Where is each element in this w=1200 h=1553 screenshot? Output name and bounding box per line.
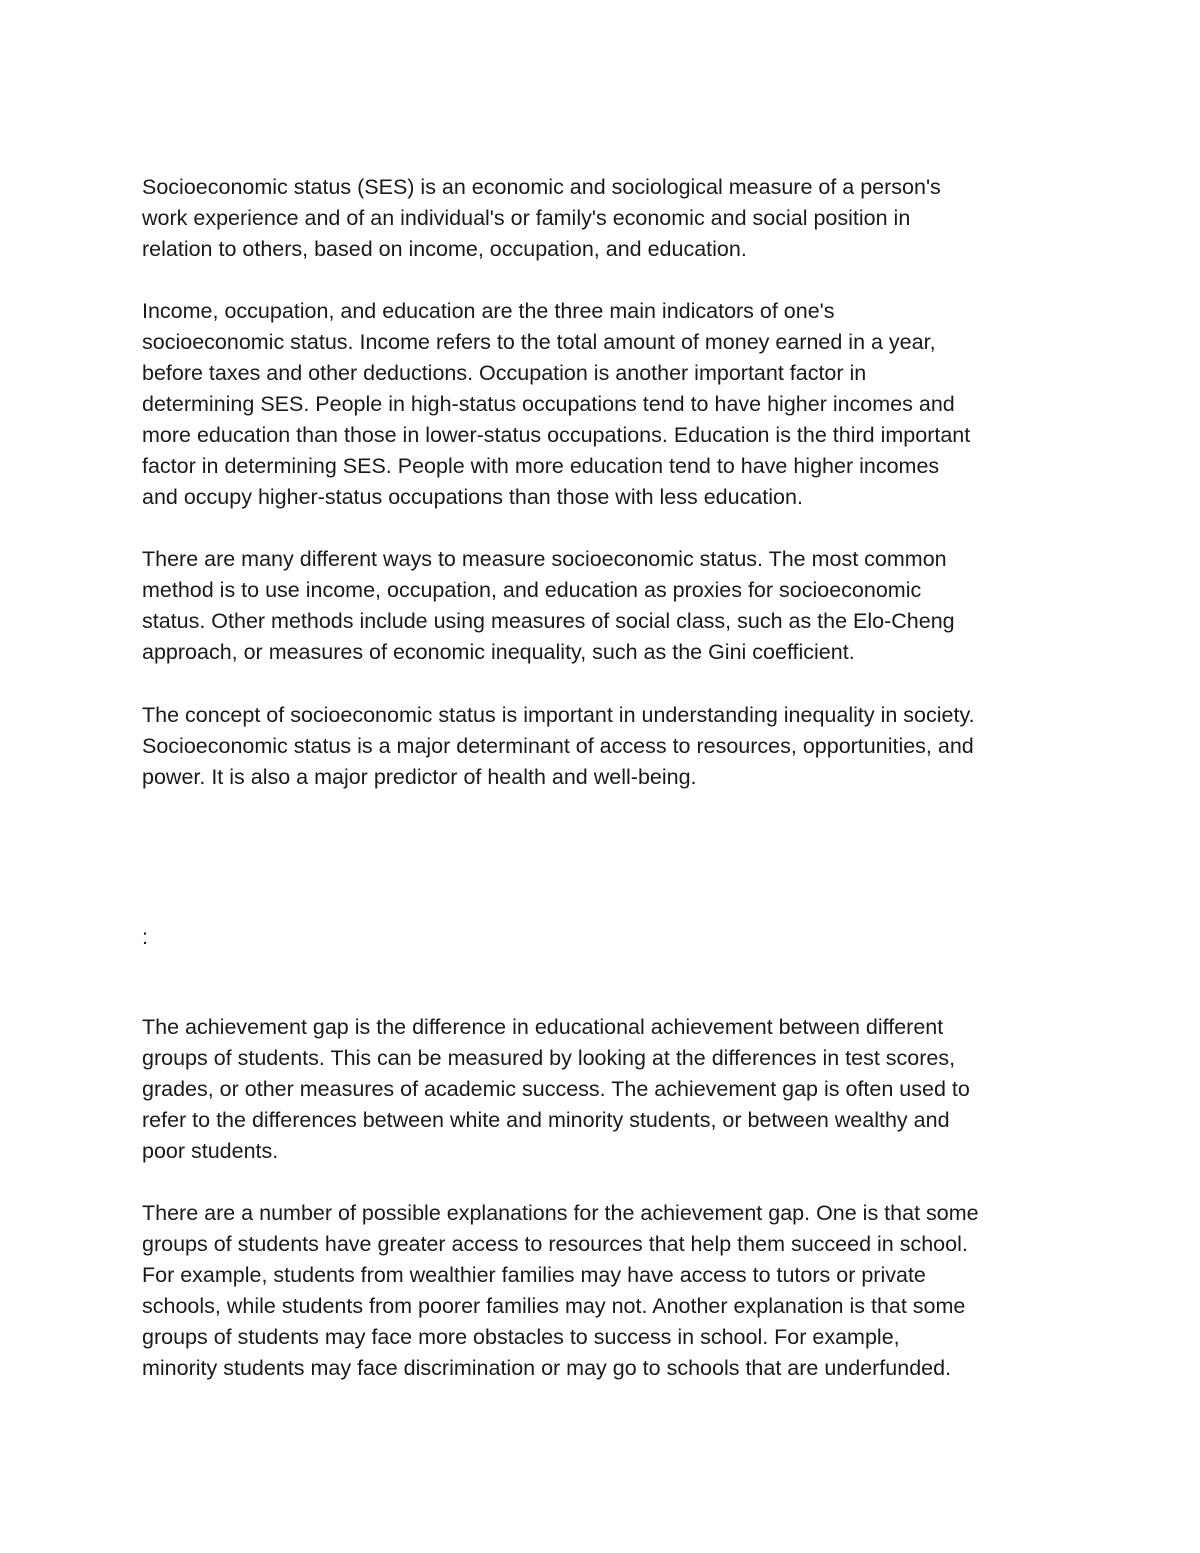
- text-line: The achievement gap is the difference in educational achievement between different: [142, 1015, 944, 1039]
- text-line: factor in determining SES. People with more education tend to have higher incomes: [142, 454, 940, 478]
- text-line: determining SES. People in high-status occupations tend to have higher incomes and: [142, 392, 955, 416]
- text-line: The concept of socioeconomic status is important in understanding inequality in society.: [142, 703, 975, 727]
- text-line: Socioeconomic status is a major determinant of access to resources, opportunities, and: [142, 734, 974, 758]
- text-line: approach, or measures of economic inequality, such as the Gini coefficient.: [142, 640, 855, 664]
- text-line: There are a number of possible explanations for the achievement gap. One is that some: [142, 1201, 979, 1225]
- text-line: poor students.: [142, 1139, 279, 1163]
- text-line: minority students may face discrimination or may go to schools that are underfunded.: [142, 1356, 952, 1380]
- text-line: groups of students. This can be measured by looking at the differences in test scores,: [142, 1046, 956, 1070]
- text-line: status. Other methods include using measures of social class, such as the Elo-Cheng: [142, 609, 955, 633]
- paragraph-ses-indicators: [142, 296, 1072, 513]
- text-line: groups of students may face more obstacles to success in school. For example,: [142, 1325, 900, 1349]
- text-line: relation to others, based on income, occupation, and education.: [142, 237, 747, 261]
- text-line: :: [142, 925, 148, 949]
- paragraph-ses-importance: [142, 700, 1072, 793]
- text-line: work experience and of an individual's or family's economic and social position in: [142, 206, 911, 230]
- text-line: power. It is also a major predictor of health and well-being.: [142, 765, 697, 789]
- text-line: Income, occupation, and education are the three main indicators of one's: [142, 299, 835, 323]
- text-line: groups of students have greater access to resources that help them succeed in school.: [142, 1232, 968, 1256]
- text-line: schools, while students from poorer families may not. Another explanation is that some: [142, 1294, 966, 1318]
- text-line: before taxes and other deductions. Occupation is another important factor in: [142, 361, 867, 385]
- text-line: method is to use income, occupation, and education as proxies for socioeconomic: [142, 578, 922, 602]
- text-line: more education than those in lower-status occupations. Education is the third important: [142, 423, 971, 447]
- text-line: and occupy higher-status occupations than those with less education.: [142, 485, 803, 509]
- paragraph-ses-measurement: [142, 544, 1072, 668]
- text-line: grades, or other measures of academic success. The achievement gap is often used to: [142, 1077, 970, 1101]
- paragraph-achievement-gap-definition: [142, 1012, 1072, 1167]
- text-line: Socioeconomic status (SES) is an economic and sociological measure of a person's: [142, 175, 941, 199]
- text-line: refer to the differences between white and minority students, or between wealthy and: [142, 1108, 950, 1132]
- colon-separator: [142, 922, 1072, 953]
- text-line: socioeconomic status. Income refers to the total amount of money earned in a year,: [142, 330, 936, 354]
- paragraph-ses-definition: [142, 172, 1072, 265]
- text-line: For example, students from wealthier families may have access to tutors or private: [142, 1263, 926, 1287]
- text-line: There are many different ways to measure socioeconomic status. The most common: [142, 547, 947, 571]
- paragraph-achievement-gap-explanations: [142, 1198, 1072, 1384]
